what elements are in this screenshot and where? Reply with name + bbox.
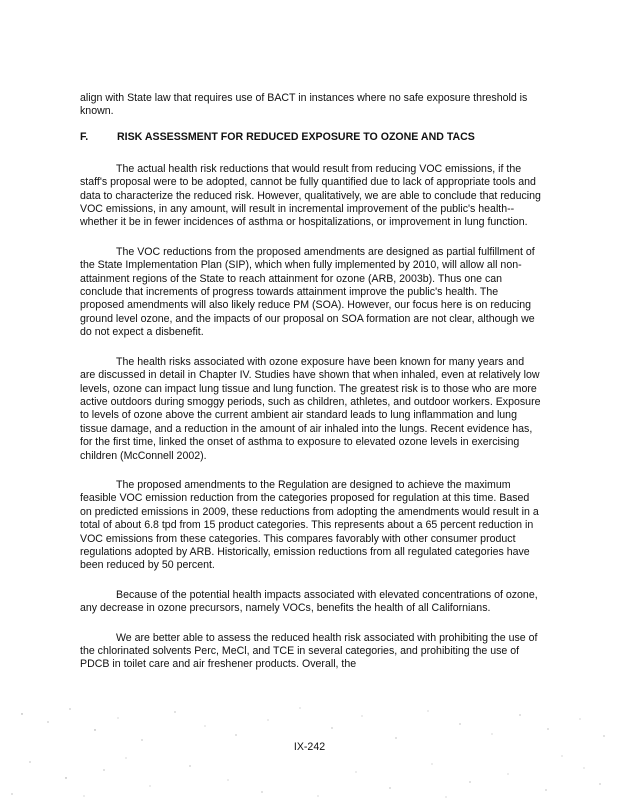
paragraph-sip-reductions: The VOC reductions from the proposed amendments are designed as partial fulfillment of the State Implementation Plan (SIP), which when fully implemented by 2010, will allow all non-attainment regions of the State to reach attainment for ozone (ARB, 2003b). Thus one can conclude that increments of progress towards attainment improve the public's health. The proposed amendments will also likely reduce PM (SOA). However, our focus here is on reducing ground level ozone, and the impacts of our proposal on SOA formation are not clear, although we do not expect a disbenefit. [80, 245, 535, 339]
section-title: RISK ASSESSMENT FOR REDUCED EXPOSURE TO OZONE AND TACS [117, 130, 475, 143]
paragraph-chlorinated-solvents: We are better able to assess the reduced health risk associated with prohibiting the use of the chlorinated solvents Perc, MeCl, and TCE in several categories, and prohibiting the use of PDCB in toilet care and air freshener products. Overall, the [80, 631, 538, 671]
section-heading [80, 131, 542, 145]
paragraph-ozone-precursors: Because of the potential health impacts associated with elevated concentrations of ozone, any decrease in ozone precursors, namely VOCs, benefits the health of all Californians. [80, 588, 538, 615]
section-letter: F. [80, 130, 89, 143]
page-body [80, 92, 542, 688]
paragraph-health-risk-reductions: The actual health risk reductions that would result from reducing VOC emissions, if the staff's proposal were to be adopted, cannot be fully quantified due to lack of appropriate tools and data to characterize the reduced risk. However, qualitatively, we are able to conclude that reducing VOC emissions, in any amount, will result in incremental improvement of the public's health--whether it be in fewer incidences of asthma or hospitalizations, or improvement in lung function. [80, 162, 541, 229]
paragraph-ozone-health-risks: The health risks associated with ozone exposure have been known for many years and are discussed in detail in Chapter IV. Studies have shown that when inhaled, even at relatively low levels, ozone can impact lung tissue and lung function. The greatest risk is to those who are more active outdoors during smoggy periods, such as children, athletes, and outdoor workers. Exposure to levels of ozone above the current ambient air standard leads to lung inflammation and lung tissue damage, and a reduction in the amount of air inhaled into the lungs. Recent evidence has, for the first time, linked the onset of asthma to exposure to elevated ozone levels in exercising children (McConnell 2002). [80, 355, 541, 462]
page-number: IX-242 [293, 741, 326, 753]
paragraph-proposed-amendments: The proposed amendments to the Regulation are designed to achieve the maximum feasible VOC emission reduction from the categories proposed for regulation at this time. Based on predicted emissions in 2009, these reductions from adopting the amendments would result in a total of about 6.8 tpd from 15 product categories. This represents about a 65 percent reduction in VOC emissions from these categories. This compares favorably with other consumer product regulations adopted by ARB. Historically, emission reductions from all regulated categories have been reduced by 50 percent. [80, 478, 539, 572]
intro-paragraph: align with State law that requires use of BACT in instances where no safe exposure threshold is known. [80, 92, 528, 118]
